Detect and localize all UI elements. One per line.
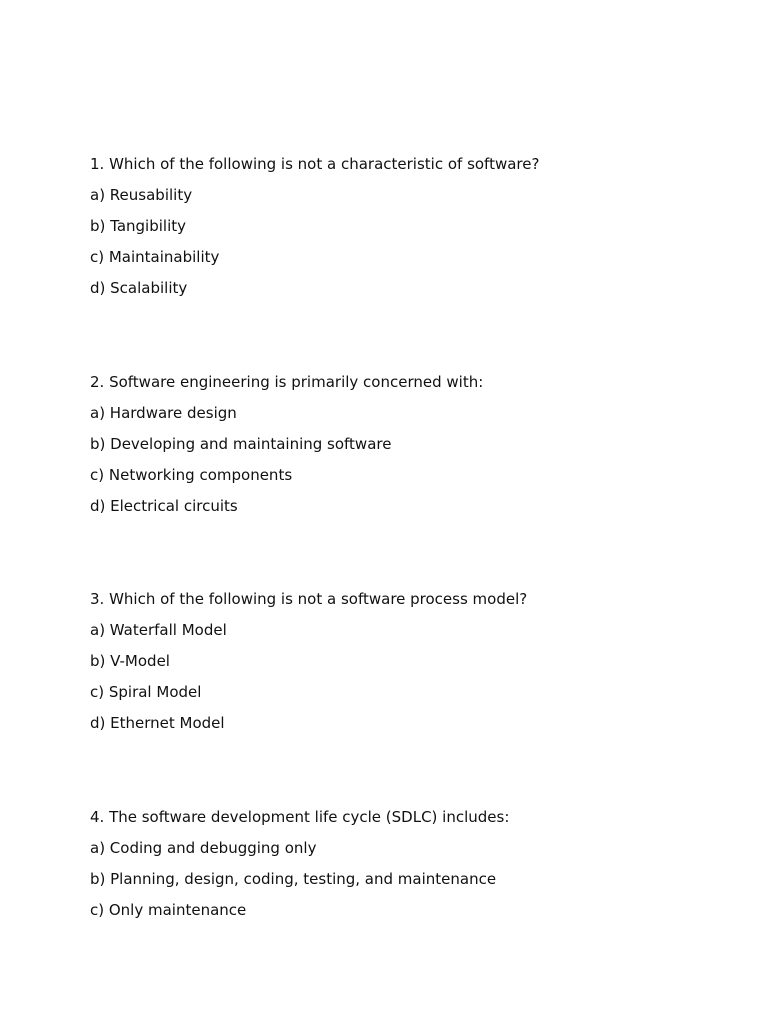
question-text: 1. Which of the following is not a characteristic of software? bbox=[90, 155, 540, 173]
answer-option: b) V-Model bbox=[90, 652, 170, 670]
answer-option: c) Networking components bbox=[90, 466, 293, 484]
answer-option: c) Spiral Model bbox=[90, 683, 202, 701]
question-1 bbox=[90, 155, 730, 310]
answer-option: d) Electrical circuits bbox=[90, 497, 238, 515]
answer-option: a) Hardware design bbox=[90, 404, 237, 422]
answer-option: d) Ethernet Model bbox=[90, 714, 225, 732]
answer-option: a) Coding and debugging only bbox=[90, 839, 317, 857]
question-text: 3. Which of the following is not a software process model? bbox=[90, 590, 528, 608]
question-text: 4. The software development life cycle (SDLC) includes: bbox=[90, 808, 510, 826]
question-text: 2. Software engineering is primarily concerned with: bbox=[90, 373, 484, 391]
answer-option: d) Scalability bbox=[90, 279, 188, 297]
answer-option: c) Maintainability bbox=[90, 248, 220, 266]
answer-option: a) Waterfall Model bbox=[90, 621, 227, 639]
answer-option: b) Planning, design, coding, testing, and maintenance bbox=[90, 870, 497, 888]
answer-option: b) Tangibility bbox=[90, 217, 186, 235]
answer-option: c) Only maintenance bbox=[90, 901, 247, 919]
answer-option: a) Reusability bbox=[90, 186, 193, 204]
question-3 bbox=[90, 590, 730, 745]
answer-option: b) Developing and maintaining software bbox=[90, 435, 392, 453]
question-4 bbox=[90, 808, 730, 932]
question-2 bbox=[90, 373, 730, 528]
